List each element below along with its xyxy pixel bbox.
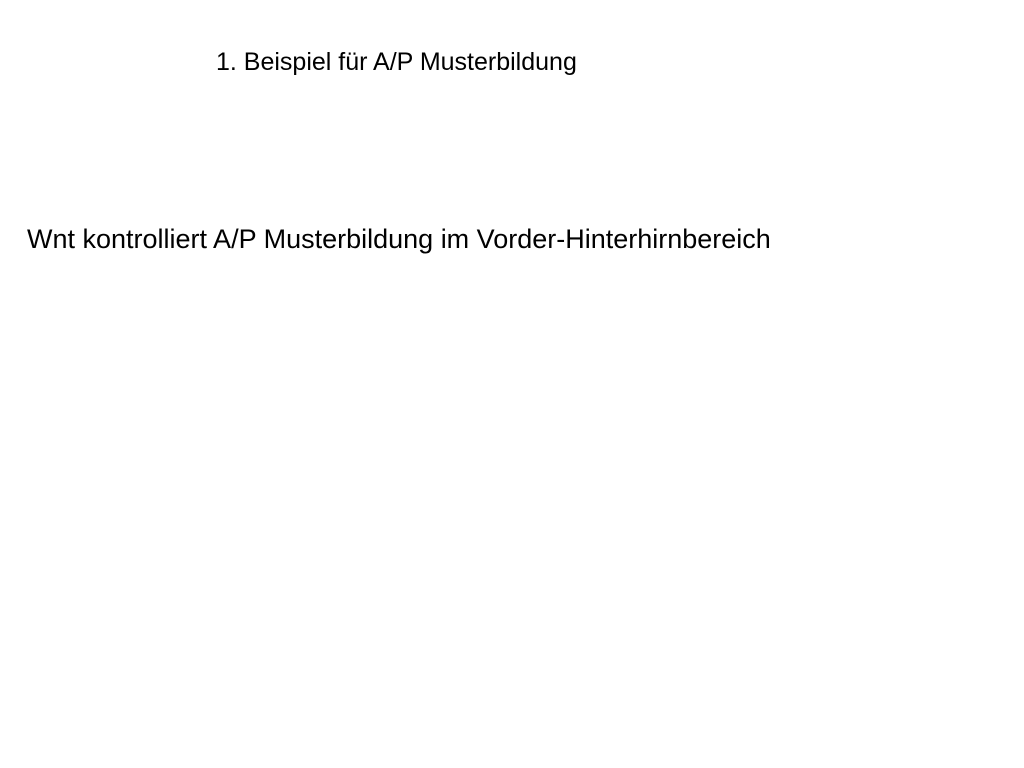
slide-body-line-1: Wnt kontrolliert A/P Musterbildung im Vorder-Hinterhirnbereich: [27, 224, 771, 254]
slide-title: 1. Beispiel für A/P Musterbildung: [216, 48, 577, 76]
